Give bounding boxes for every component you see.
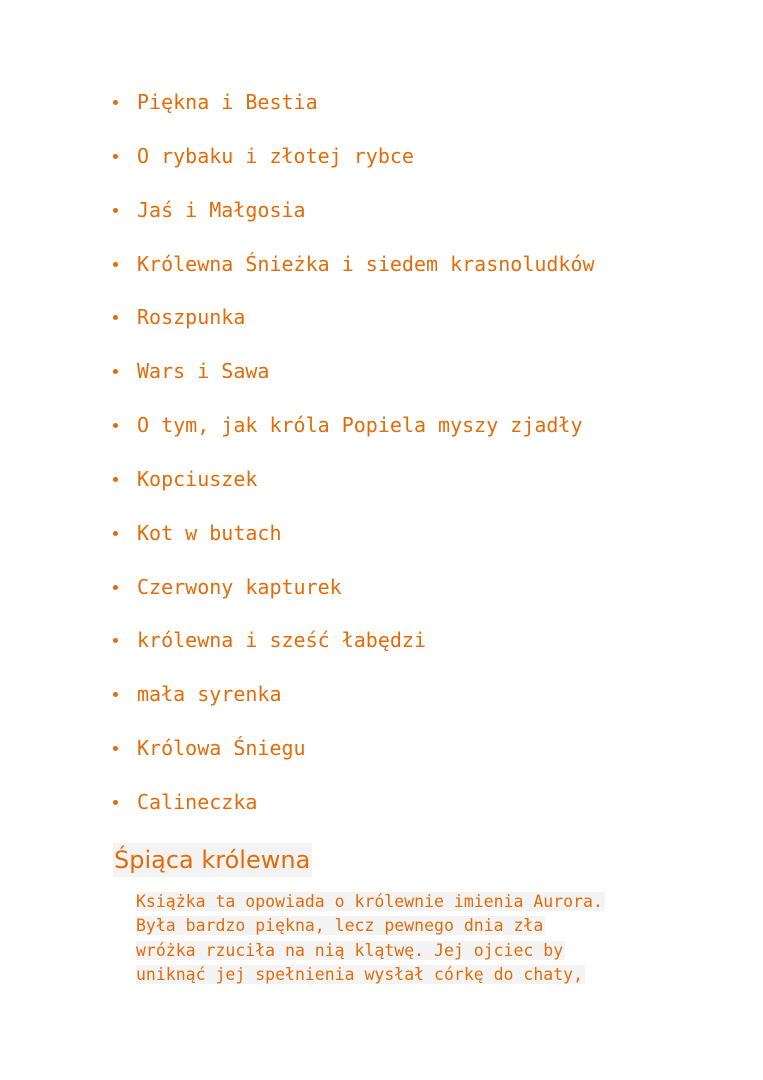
list-item (110, 142, 730, 196)
list-item-text: O rybaku i złotej rybce (137, 143, 414, 168)
paragraph-line-text: uniknąć jej spełnienia wysłał córkę do chaty, (136, 964, 584, 984)
list-item-text: Czerwony kapturek (137, 574, 342, 599)
list-item-text: królewna i sześć łabędzi (137, 628, 426, 653)
bullet-icon (113, 315, 118, 320)
list-item (110, 734, 730, 788)
section-paragraph (136, 890, 696, 987)
paragraph-line (136, 890, 696, 914)
list-item (110, 788, 730, 842)
section-heading: Śpiąca królewna (113, 843, 312, 877)
bullet-icon (113, 477, 118, 482)
bullet-icon (113, 692, 118, 697)
paragraph-line-text: wróżka rzuciła na nią klątwę. Jej ojciec by (136, 940, 564, 960)
list-item-text: Kopciuszek (137, 466, 258, 491)
list-item (110, 196, 730, 250)
list-item-text: Calineczka (137, 789, 258, 814)
paragraph-line-text: Książka ta opowiada o królewnie imienia Aurora. (136, 892, 603, 911)
bullet-icon (113, 638, 118, 643)
list-item (110, 411, 730, 465)
list-item (110, 465, 730, 519)
list-item-text: Roszpunka (137, 305, 246, 330)
fairy-tale-list (110, 88, 730, 842)
bullet-icon (113, 585, 118, 590)
list-item (110, 680, 730, 734)
list-item (110, 250, 730, 304)
list-item (110, 519, 730, 573)
bullet-icon (113, 423, 118, 428)
list-item-text: Wars i Sawa (137, 359, 270, 384)
list-item (110, 626, 730, 680)
bullet-icon (113, 369, 118, 374)
list-item-text: O tym, jak króla Popiela myszy zjadły (137, 413, 583, 438)
list-item-text: Piękna i Bestia (137, 90, 318, 114)
list-item (110, 357, 730, 411)
list-item (110, 573, 730, 627)
list-item (110, 303, 730, 357)
paragraph-line (136, 939, 696, 963)
bullet-icon (113, 800, 118, 805)
bullet-icon (113, 262, 118, 267)
bullet-icon (113, 154, 118, 159)
bullet-icon (113, 746, 118, 751)
paragraph-line (136, 963, 696, 987)
list-item-text: mała syrenka (137, 682, 282, 707)
list-item-text: Jaś i Małgosia (137, 197, 306, 222)
list-item-text: Kot w butach (137, 520, 282, 545)
bullet-icon (113, 100, 118, 105)
bullet-icon (113, 208, 118, 213)
list-item-text: Królewna Śnieżka i siedem krasnoludków (137, 251, 595, 276)
bullet-icon (113, 531, 118, 536)
list-item (110, 88, 730, 142)
list-item-text: Królowa Śniegu (137, 736, 306, 761)
paragraph-line (136, 914, 696, 938)
paragraph-line-text: Była bardzo piękna, lecz pewnego dnia zła (136, 916, 544, 936)
